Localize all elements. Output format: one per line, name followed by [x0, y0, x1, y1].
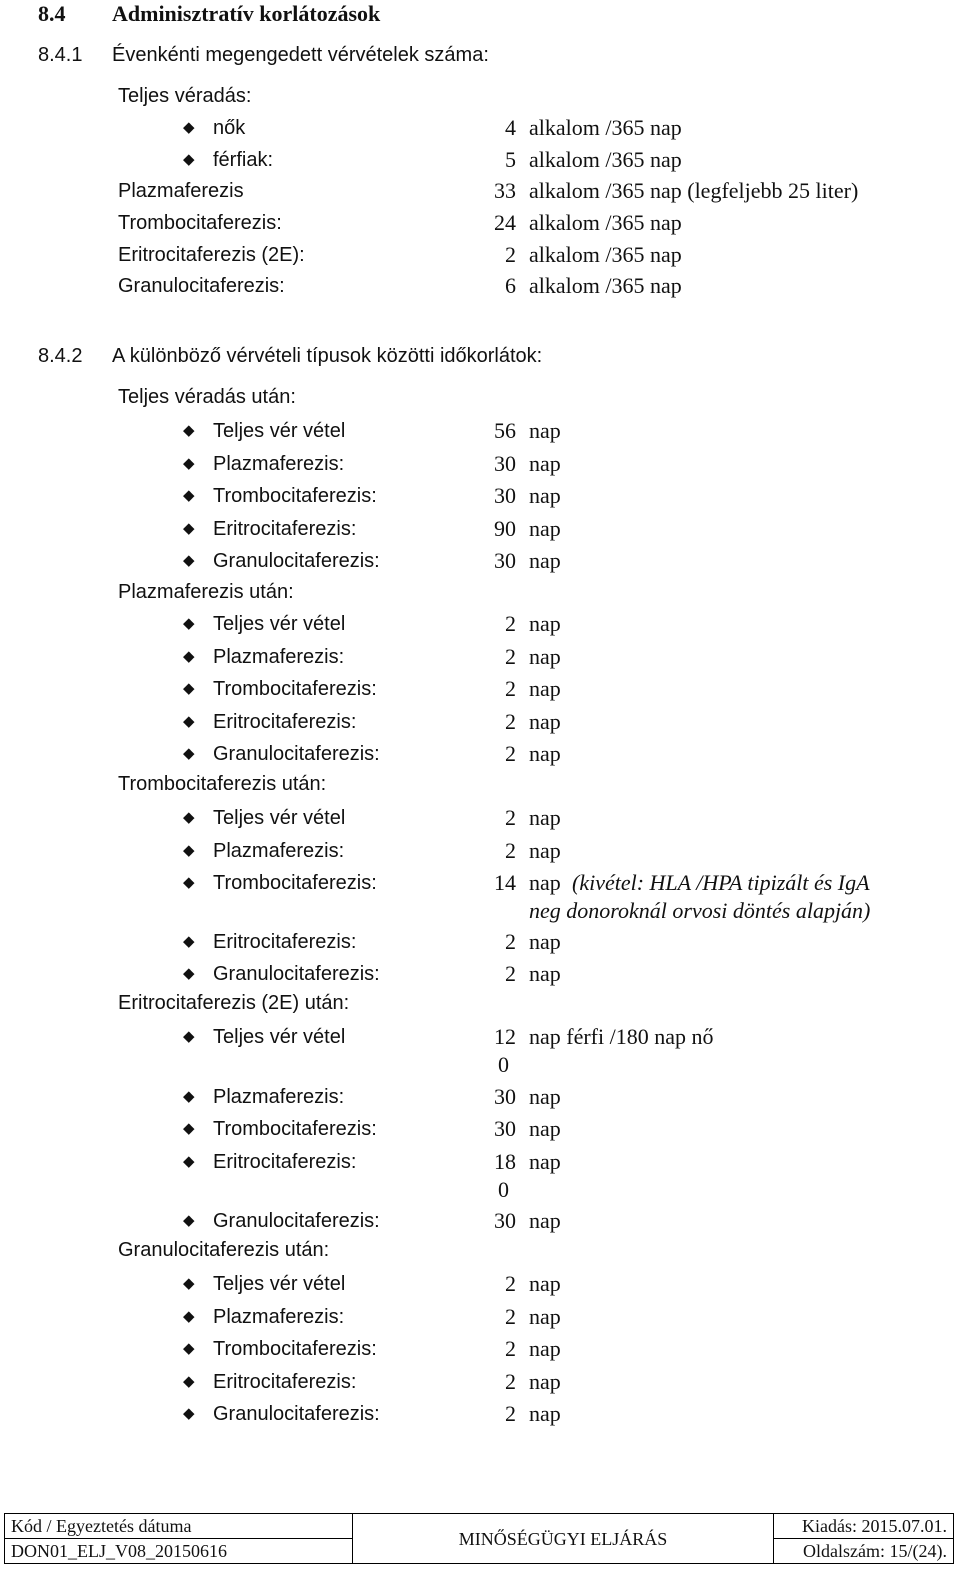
interval-days: 2	[505, 961, 516, 986]
interval-label: Eritrocitaferezis:	[213, 518, 357, 540]
interval-label: Trombocitaferezis:	[213, 872, 377, 894]
diamond-bullet-icon: ◆	[183, 714, 195, 730]
limit-count: 24	[494, 210, 516, 235]
limit-label: Eritrocitaferezis (2E):	[118, 244, 305, 266]
limit-unit: alkalom /365 nap (legfeljebb 25 liter)	[529, 178, 859, 203]
footer-code-value: DON01_ELJ_V08_20150616	[5, 1539, 353, 1564]
interval-unit: nap	[529, 1369, 561, 1394]
subsection-number: 8.4.2	[38, 345, 83, 367]
interval-label: Eritrocitaferezis:	[213, 1371, 357, 1393]
document-footer	[4, 1513, 954, 1564]
interval-days: 2	[505, 838, 516, 863]
interval-days: 14	[494, 870, 516, 895]
interval-days: 30	[494, 1116, 516, 1141]
limit-unit: alkalom /365 nap	[529, 147, 682, 172]
interval-unit: nap	[529, 483, 561, 508]
interval-days: 2	[505, 805, 516, 830]
diamond-bullet-icon: ◆	[183, 681, 195, 697]
interval-unit: nap	[529, 870, 561, 895]
interval-label: Eritrocitaferezis:	[213, 1151, 357, 1173]
interval-label: Trombocitaferezis:	[213, 1338, 377, 1360]
diamond-bullet-icon: ◆	[183, 1374, 195, 1390]
subsection-number: 8.4.1	[38, 44, 83, 66]
limit-unit: alkalom /365 nap	[529, 210, 682, 235]
diamond-bullet-icon: ◆	[183, 1154, 195, 1170]
diamond-bullet-icon: ◆	[183, 553, 195, 569]
diamond-bullet-icon: ◆	[183, 843, 195, 859]
section-number: 8.4	[38, 1, 66, 26]
limit-label: Trombocitaferezis:	[118, 212, 282, 234]
interval-label: Plazmaferezis:	[213, 1306, 345, 1328]
interval-days: 2	[505, 929, 516, 954]
interval-days: 2	[505, 611, 516, 636]
interval-days: 56	[494, 418, 516, 443]
diamond-bullet-icon: ◆	[183, 120, 195, 136]
interval-days: 2	[505, 741, 516, 766]
footer-document-type: MINŐSÉGÜGYI ELJÁRÁS	[353, 1514, 774, 1564]
interval-unit: nap	[529, 1271, 561, 1296]
limit-unit: alkalom /365 nap	[529, 273, 682, 298]
interval-unit: nap	[529, 709, 561, 734]
diamond-bullet-icon: ◆	[183, 875, 195, 891]
interval-days: 2	[505, 1271, 516, 1296]
limit-label: férfiak:	[213, 149, 274, 171]
group-label: Trombocitaferezis után:	[118, 773, 327, 795]
interval-unit: nap	[529, 741, 561, 766]
group-label: Teljes véradás:	[118, 85, 252, 107]
limit-count: 5	[505, 147, 516, 172]
interval-days: 30	[494, 1208, 516, 1233]
diamond-bullet-icon: ◆	[183, 649, 195, 665]
diamond-bullet-icon: ◆	[183, 1406, 195, 1422]
interval-unit: nap	[529, 1208, 561, 1233]
diamond-bullet-icon: ◆	[183, 423, 195, 439]
interval-unit: nap	[529, 929, 561, 954]
interval-days: 30	[494, 451, 516, 476]
interval-unit: nap	[529, 1336, 561, 1361]
interval-unit: nap	[529, 1401, 561, 1426]
section-title: Adminisztratív korlátozások	[112, 1, 381, 26]
diamond-bullet-icon: ◆	[183, 1213, 195, 1229]
interval-unit: nap	[529, 548, 561, 573]
interval-label: Teljes vér vétel	[213, 1273, 346, 1295]
diamond-bullet-icon: ◆	[183, 1309, 195, 1325]
interval-unit: nap	[529, 611, 561, 636]
diamond-bullet-icon: ◆	[183, 1029, 195, 1045]
interval-label: Plazmaferezis:	[213, 453, 345, 475]
diamond-bullet-icon: ◆	[183, 1341, 195, 1357]
interval-days: 2	[505, 1336, 516, 1361]
interval-label: Trombocitaferezis:	[213, 485, 377, 507]
interval-days-wrap: 0	[498, 1052, 509, 1077]
interval-label: Teljes vér vétel	[213, 807, 346, 829]
interval-unit: nap	[529, 1116, 561, 1141]
interval-label: Granulocitaferezis:	[213, 550, 380, 572]
diamond-bullet-icon: ◆	[183, 456, 195, 472]
subsection-title: Évenkénti megengedett vérvételek száma:	[112, 44, 489, 66]
interval-label: Eritrocitaferezis:	[213, 711, 357, 733]
interval-label: Teljes vér vétel	[213, 420, 346, 442]
limit-unit: alkalom /365 nap	[529, 115, 682, 140]
interval-label: Plazmaferezis:	[213, 840, 345, 862]
interval-unit: nap	[529, 1304, 561, 1329]
interval-unit: nap	[529, 961, 561, 986]
interval-label: Plazmaferezis:	[213, 1086, 345, 1108]
subsection-title: A különböző vérvételi típusok közötti időkorlátok:	[112, 345, 543, 367]
diamond-bullet-icon: ◆	[183, 152, 195, 168]
interval-unit: nap férfi /180 nap nő	[529, 1024, 714, 1049]
interval-exception-note: (kivétel: HLA /HPA tipizált és IgA	[572, 870, 870, 895]
diamond-bullet-icon: ◆	[183, 616, 195, 632]
interval-days: 30	[494, 1084, 516, 1109]
interval-label: Eritrocitaferezis:	[213, 931, 357, 953]
footer-issue-date: Kiadás: 2015.07.01.	[774, 1514, 954, 1539]
interval-days: 12	[494, 1024, 516, 1049]
interval-unit: nap	[529, 838, 561, 863]
interval-unit: nap	[529, 418, 561, 443]
diamond-bullet-icon: ◆	[183, 488, 195, 504]
limit-label: nők	[213, 117, 246, 139]
interval-label: Plazmaferezis:	[213, 646, 345, 668]
footer-code-label: Kód / Egyeztetés dátuma	[5, 1514, 353, 1539]
limit-count: 33	[494, 178, 516, 203]
group-label: Plazmaferezis után:	[118, 581, 294, 603]
interval-days-wrap: 0	[498, 1177, 509, 1202]
interval-unit: nap	[529, 1084, 561, 1109]
interval-days: 2	[505, 1369, 516, 1394]
limit-count: 6	[505, 273, 516, 298]
interval-days: 2	[505, 1401, 516, 1426]
interval-days: 2	[505, 644, 516, 669]
interval-unit: nap	[529, 1149, 561, 1174]
interval-unit: nap	[529, 451, 561, 476]
limit-count: 4	[505, 115, 516, 140]
interval-label: Trombocitaferezis:	[213, 1118, 377, 1140]
interval-days: 2	[505, 709, 516, 734]
diamond-bullet-icon: ◆	[183, 966, 195, 982]
interval-label: Teljes vér vétel	[213, 1026, 346, 1048]
interval-unit: nap	[529, 676, 561, 701]
group-label: Teljes véradás után:	[118, 386, 296, 408]
limit-label: Plazmaferezis	[118, 180, 244, 202]
interval-label: Granulocitaferezis:	[213, 743, 380, 765]
interval-label: Teljes vér vétel	[213, 613, 346, 635]
group-label: Eritrocitaferezis (2E) után:	[118, 992, 350, 1014]
diamond-bullet-icon: ◆	[183, 1121, 195, 1137]
limit-count: 2	[505, 242, 516, 267]
diamond-bullet-icon: ◆	[183, 521, 195, 537]
interval-days: 30	[494, 483, 516, 508]
interval-label: Granulocitaferezis:	[213, 1210, 380, 1232]
interval-label: Granulocitaferezis:	[213, 963, 380, 985]
diamond-bullet-icon: ◆	[183, 934, 195, 950]
diamond-bullet-icon: ◆	[183, 1276, 195, 1292]
footer-page-number: Oldalszám: 15/(24).	[774, 1539, 954, 1564]
limit-label: Granulocitaferezis:	[118, 275, 285, 297]
interval-days: 2	[505, 1304, 516, 1329]
interval-unit: nap	[529, 805, 561, 830]
diamond-bullet-icon: ◆	[183, 746, 195, 762]
interval-label: Trombocitaferezis:	[213, 678, 377, 700]
group-label: Granulocitaferezis után:	[118, 1239, 330, 1261]
interval-exception-note: neg donoroknál orvosi döntés alapján)	[529, 898, 871, 923]
interval-unit: nap	[529, 644, 561, 669]
interval-days: 2	[505, 676, 516, 701]
interval-days: 90	[494, 516, 516, 541]
interval-unit: nap	[529, 516, 561, 541]
limit-unit: alkalom /365 nap	[529, 242, 682, 267]
diamond-bullet-icon: ◆	[183, 810, 195, 826]
diamond-bullet-icon: ◆	[183, 1089, 195, 1105]
interval-days: 30	[494, 548, 516, 573]
interval-days: 18	[494, 1149, 516, 1174]
interval-label: Granulocitaferezis:	[213, 1403, 380, 1425]
